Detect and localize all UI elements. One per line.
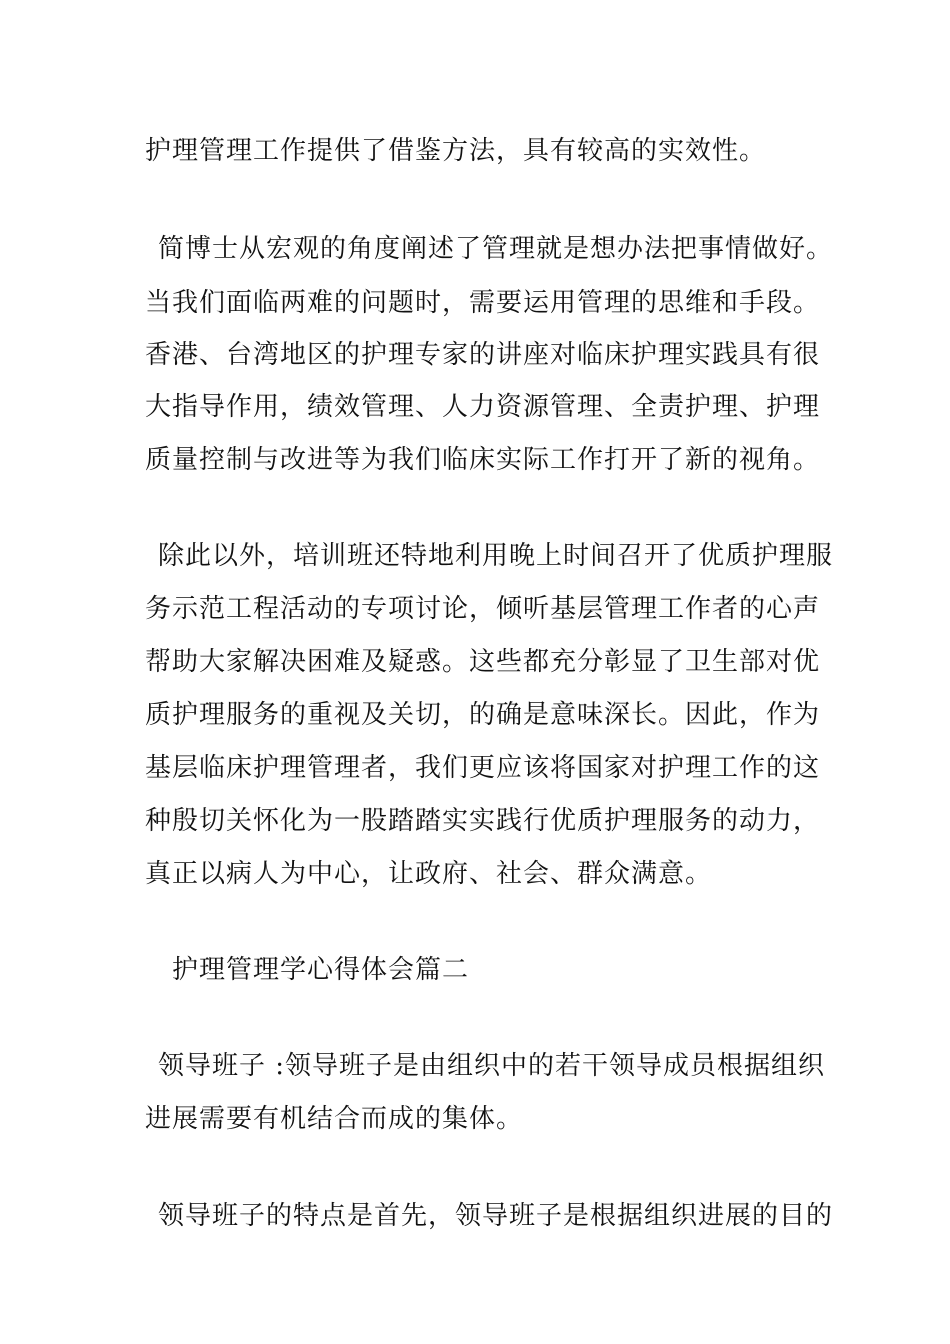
text-line: 种殷切关怀化为一股踏踏实实践行优质护理服务的动力，	[145, 806, 821, 836]
section-heading: 护理管理学心得体会篇二	[172, 955, 470, 985]
text-line: 护理管理工作提供了借鉴方法，具有较高的实效性。	[145, 136, 767, 166]
text-line: 简博士从宏观的角度阐述了管理就是想办法把事情做好。	[158, 234, 834, 264]
text-line: 领导班子 :领导班子是由组织中的若干领导成员根据组织	[158, 1051, 826, 1081]
text-line: 大指导作用，绩效管理、人力资源管理、全责护理、护理	[145, 392, 821, 422]
text-line: 真正以病人为中心，让政府、社会、群众满意。	[145, 859, 713, 889]
text-line: 质护理服务的重视及关切，的确是意味深长。因此，作为	[145, 700, 821, 730]
text-line: 领导班子的特点是首先，领导班子是根据组织进展的目的	[158, 1201, 834, 1231]
text-line: 当我们面临两难的问题时，需要运用管理的思维和手段。	[145, 288, 821, 318]
text-line: 除此以外，培训班还特地利用晚上时间召开了优质护理服	[158, 541, 834, 571]
text-line: 务示范工程活动的专项讨论，倾听基层管理工作者的心声	[145, 594, 821, 624]
text-line: 香港、台湾地区的护理专家的讲座对临床护理实践具有很	[145, 340, 821, 370]
text-line: 质量控制与改进等为我们临床实际工作打开了新的视角。	[145, 445, 821, 475]
text-line: 基层临床护理管理者，我们更应该将国家对护理工作的这	[145, 753, 821, 783]
text-line: 帮助大家解决困难及疑惑。这些都充分彰显了卫生部对优	[145, 647, 821, 677]
text-line: 进展需要有机结合而成的集体。	[145, 1104, 524, 1134]
